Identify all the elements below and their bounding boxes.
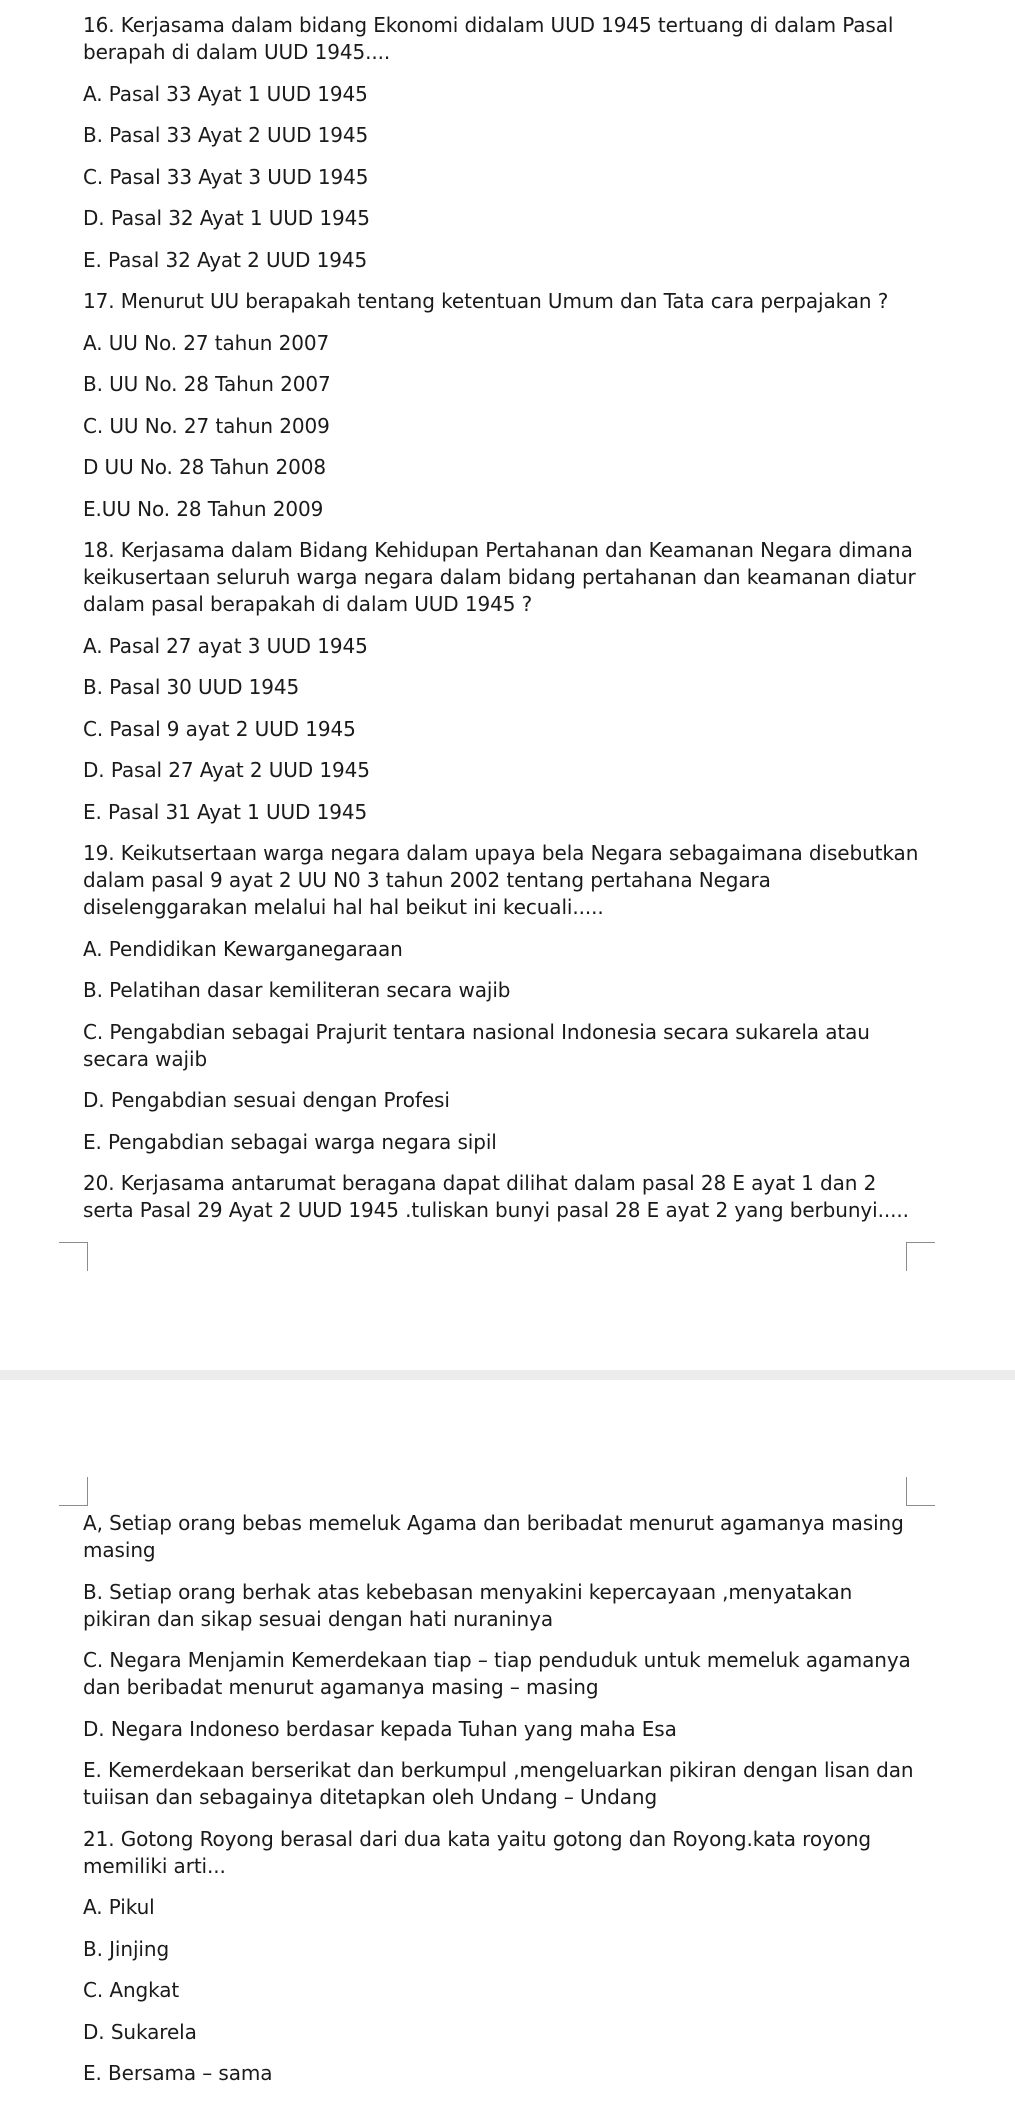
- page-corner-bottom-right: [906, 1242, 935, 1271]
- option-20-d: D. Negara Indoneso berdasar kepada Tuhan yang maha Esa: [83, 1716, 677, 1741]
- page-corner-bottom-left: [59, 1242, 88, 1271]
- option-21-e: E. Bersama – sama: [83, 2061, 273, 2085]
- option-17-c: C. UU No. 27 tahun 2009: [83, 413, 330, 438]
- option-16-b: B. Pasal 33 Ayat 2 UUD 1945: [83, 123, 369, 147]
- question-16: 16. Kerjasama dalam bidang Ekonomi didalam UUD 1945 tertuang di dalam Pasal berapah di dalam UUD 1945....: [83, 13, 894, 64]
- option-16-d: D. Pasal 32 Ayat 1 UUD 1945: [83, 206, 370, 230]
- page-corner-top-left: [59, 1477, 88, 1506]
- option-16-c: C. Pasal 33 Ayat 3 UUD 1945: [83, 164, 369, 189]
- option-18-e: E. Pasal 31 Ayat 1 UUD 1945: [83, 799, 368, 824]
- option-21-a: A. Pikul: [83, 1895, 155, 1919]
- option-21-b: B. Jinjing: [83, 1936, 170, 1961]
- question-17: 17. Menurut UU berapakah tentang ketentuan Umum dan Tata cara perpajakan ?: [83, 289, 889, 313]
- option-20-b: B. Setiap orang berhak atas kebebasan menyakini kepercayaan ,menyatakan pikiran dan sikap sesuai dengan hati nuraninya: [83, 1579, 853, 1631]
- option-20-a: A, Setiap orang bebas memeluk Agama dan beribadat menurut agamanya masing masing: [83, 1511, 904, 1562]
- option-18-d: D. Pasal 27 Ayat 2 UUD 1945: [83, 758, 370, 782]
- page-corner-top-right: [906, 1477, 935, 1506]
- question-20: 20. Kerjasama antarumat beragana dapat dilihat dalam pasal 28 E ayat 1 dan 2 serta Pasal 29 Ayat 2 UUD 1945 .tuliskan bunyi pasal 28 E ayat 2 yang berbunyi.....: [83, 1171, 909, 1222]
- page-separator: [0, 1370, 1015, 1380]
- option-20-c: C. Negara Menjamin Kemerdekaan tiap – tiap penduduk untuk memeluk agamanya dan beribadat menurut agamanya masing – masing: [83, 1648, 911, 1699]
- option-21-d: D. Sukarela: [83, 2019, 197, 2044]
- option-19-d: D. Pengabdian sesuai dengan Profesi: [83, 1088, 450, 1112]
- option-18-c: C. Pasal 9 ayat 2 UUD 1945: [83, 716, 356, 741]
- option-18-a: A. Pasal 27 ayat 3 UUD 1945: [83, 633, 368, 658]
- option-17-a: A. UU No. 27 tahun 2007: [83, 330, 330, 355]
- option-17-b: B. UU No. 28 Tahun 2007: [83, 372, 331, 396]
- question-21: 21. Gotong Royong berasal dari dua kata yaitu gotong dan Royong.kata royong memiliki arti...: [83, 1826, 872, 1878]
- document-page-2: [0, 1380, 1015, 2102]
- option-21-c: C. Angkat: [83, 1978, 180, 2002]
- option-16-e: E. Pasal 32 Ayat 2 UUD 1945: [83, 247, 368, 272]
- option-19-b: B. Pelatihan dasar kemiliteran secara wajib: [83, 978, 511, 1002]
- option-19-a: A. Pendidikan Kewarganegaraan: [83, 936, 403, 961]
- page-2-content: [83, 1510, 923, 2102]
- option-18-b: B. Pasal 30 UUD 1945: [83, 675, 300, 699]
- option-16-a: A. Pasal 33 Ayat 1 UUD 1945: [83, 81, 368, 106]
- option-17-e: E.UU No. 28 Tahun 2009: [83, 496, 324, 521]
- question-19: 19. Keikutsertaan warga negara dalam upaya bela Negara sebagaimana disebutkan dalam pasal 9 ayat 2 UU N0 3 tahun 2002 tentang pertahana Negara diselenggarakan melalui hal hal beikut ini kecuali.....: [83, 841, 919, 919]
- page-1-content: [83, 12, 923, 1239]
- option-20-e: E. Kemerdekaan berserikat dan berkumpul ,mengeluarkan pikiran dengan lisan dan tuiisan dan sebagainya ditetapkan oleh Undang – Undang: [83, 1758, 914, 1809]
- option-19-e: E. Pengabdian sebagai warga negara sipil: [83, 1129, 497, 1154]
- question-18: 18. Kerjasama dalam Bidang Kehidupan Pertahanan dan Keamanan Negara dimana keikusertaan seluruh warga negara dalam bidang pertahanan dan keamanan diatur dalam pasal berapakah di dalam UUD 1945 ?: [83, 538, 916, 616]
- option-19-c: C. Pengabdian sebagai Prajurit tentara nasional Indonesia secara sukarela atau secara wajib: [83, 1019, 870, 1071]
- option-17-d: D UU No. 28 Tahun 2008: [83, 455, 327, 479]
